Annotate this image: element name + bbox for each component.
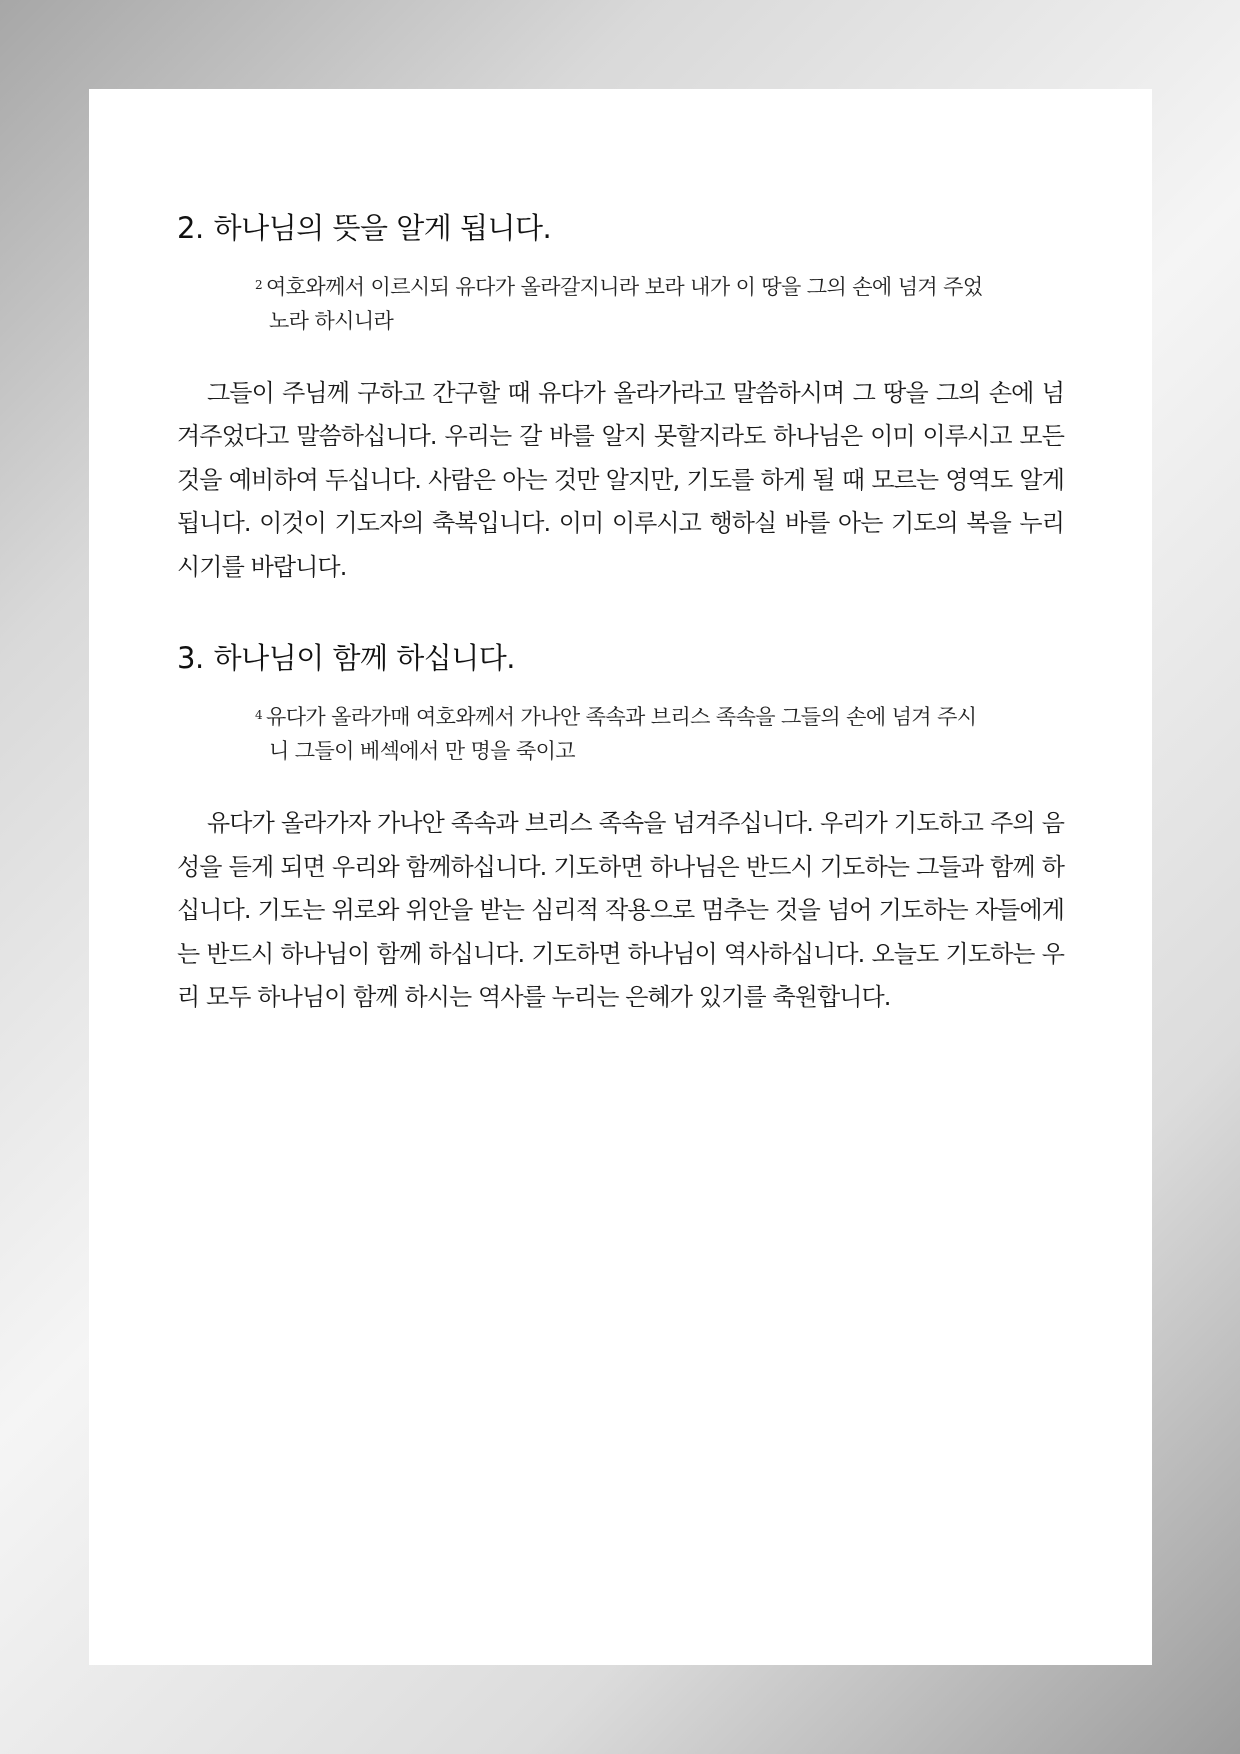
section-title: 하나님이 함께 하십니다. — [213, 641, 515, 676]
section-number: 3. — [177, 641, 204, 676]
section-2 — [177, 211, 1064, 589]
section-number: 2. — [177, 211, 204, 245]
verse-text-container — [255, 700, 985, 768]
section-heading — [177, 211, 1064, 246]
section-3 — [177, 641, 1064, 1019]
page-content — [177, 211, 1064, 1072]
section-title: 하나님의 뜻을 알게 됩니다. — [213, 211, 552, 245]
scripture-verse — [255, 700, 985, 768]
body-paragraph: 그들이 주님께 구하고 간구할 때 유다가 올라가라고 말씀하시며 그 땅을 그의 손에 넘겨주었다고 말씀하십니다. 우리는 갈 바를 알지 못할지라도 하나님은 이미 이루시고 모든 것을 예비하여 두십니다. 사람은 아는 것만 알지만, 기도를 하게 될 때 모르는 영역도 알게 됩니다. 이것이 기도자의 축복입니다. 이미 이루시고 행하실 바를 아는 기도의 복을 누리시기를 바랍니다. — [177, 378, 1064, 581]
scripture-verse — [255, 270, 985, 338]
verse-text: 유다가 올라가매 여호와께서 가나안 족속과 브리스 족속을 그들의 손에 넘겨 주시니 그들이 베섹에서 만 명을 죽이고 — [266, 705, 977, 764]
document-page — [89, 89, 1152, 1665]
verse-text-container — [255, 270, 985, 338]
verse-number: 4 — [255, 708, 263, 723]
verse-text: 여호와께서 이르시되 유다가 올라갈지니라 보라 내가 이 땅을 그의 손에 넘겨 주었노라 하시니라 — [266, 274, 983, 333]
section-heading — [177, 641, 1064, 676]
verse-number: 2 — [255, 277, 263, 292]
body-paragraph: 유다가 올라가자 가나안 족속과 브리스 족속을 넘겨주십니다. 우리가 기도하고 주의 음성을 듣게 되면 우리와 함께하십니다. 기도하면 하나님은 반드시 기도하는 그들과 함께 하십니다. 기도는 위로와 위안을 받는 심리적 작용으로 멈추는 것을 넘어 기도하는 자들에게는 반드시 하나님이 함께 하십니다. 기도하면 하나님이 역사하십니다. 오늘도 기도하는 우리 모두 하나님이 함께 하시는 역사를 누리는 은혜가 있기를 축원합니다. — [177, 809, 1064, 1012]
